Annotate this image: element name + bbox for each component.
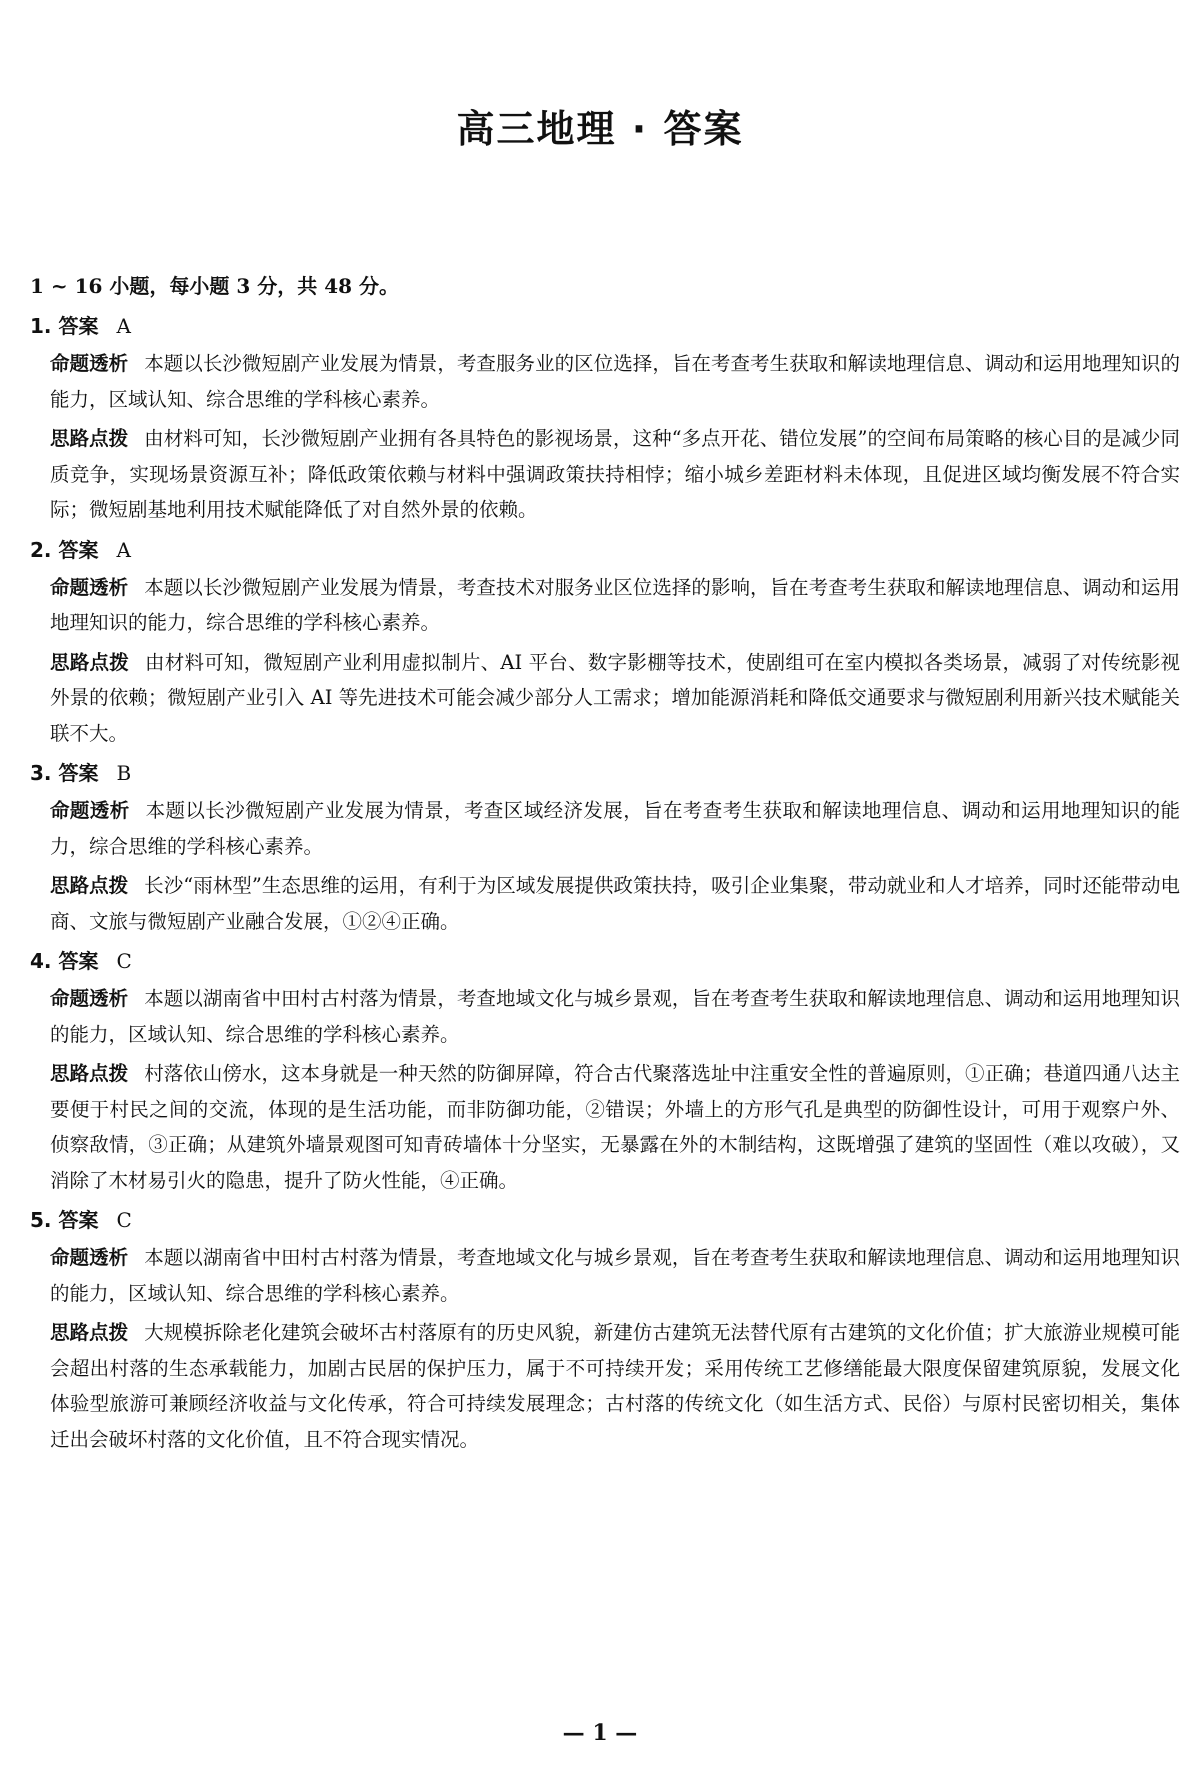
mingti-text: 本题以长沙微短剧产业发展为情景，考查技术对服务业区位选择的影响，旨在考查考生获取和解读地理信息、调动和运用地理知识的能力，综合思维的学科核心素养。 bbox=[50, 575, 1180, 634]
question-header bbox=[30, 532, 1180, 568]
silu-text: 长沙“雨林型”生态思维的运用，有利于为区域发展提供政策扶持，吸引企业集聚，带动就业和人才培养，同时还能带动电商、文旅与微短剧产业融合发展，①②④正确。 bbox=[50, 874, 1180, 933]
silu-paragraph bbox=[50, 421, 1180, 528]
mingti-tag: 命题透析 bbox=[50, 799, 130, 822]
silu-text: 由材料可知，微短剧产业利用虚拟制片、AI 平台、数字影棚等技术，使剧组可在室内模拟各类场景，减弱了对传统影视外景的依赖；微短剧产业引入 AI 等先进技术可能会减少部分人工需求；增加能源消耗和降低交通要求与微短剧利用新兴技术赋能关联不大。 bbox=[50, 650, 1180, 745]
mingti-tag: 命题透析 bbox=[50, 987, 129, 1010]
mingti-tag: 命题透析 bbox=[50, 352, 129, 375]
silu-paragraph bbox=[50, 1056, 1180, 1198]
question-header bbox=[30, 308, 1180, 344]
mingti-tag: 命题透析 bbox=[50, 1246, 129, 1269]
question-label: 3. 答案 bbox=[30, 761, 99, 785]
page-number: — 1 — bbox=[562, 1720, 638, 1746]
mingti-paragraph bbox=[50, 570, 1180, 641]
answer-value: A bbox=[116, 314, 131, 338]
silu-tag: 思路点拨 bbox=[50, 874, 129, 897]
mingti-paragraph bbox=[50, 981, 1180, 1052]
mingti-text: 本题以长沙微短剧产业发展为情景，考查区域经济发展，旨在考查考生获取和解读地理信息、调动和运用地理知识的能力，综合思维的学科核心素养。 bbox=[50, 799, 1180, 858]
answer-content bbox=[30, 268, 1180, 1461]
question-5 bbox=[30, 1202, 1180, 1457]
question-label: 5. 答案 bbox=[30, 1208, 99, 1232]
silu-tag: 思路点拨 bbox=[50, 427, 129, 450]
question-4 bbox=[30, 943, 1180, 1198]
question-label: 2. 答案 bbox=[30, 537, 99, 562]
answer-value: C bbox=[116, 1208, 132, 1232]
question-1 bbox=[30, 308, 1180, 528]
silu-text: 大规模拆除老化建筑会破坏古村落原有的历史风貌，新建仿古建筑无法替代原有古建筑的文化价值；扩大旅游业规模可能会超出村落的生态承载能力，加剧古民居的保护压力，属于不可持续开发；采用传统工艺修缮能最大限度保留建筑原貌，发展文化体验型旅游可兼顾经济收益与文化传承，符合可持续发展理念；古村落的传统文化（如生活方式、民俗）与原村民密切相关，集体迁出会破坏村落的文化价值，且不符合现实情况。 bbox=[50, 1321, 1180, 1451]
mingti-tag: 命题透析 bbox=[50, 575, 129, 599]
mingti-paragraph bbox=[50, 793, 1180, 864]
silu-text: 由材料可知，长沙微短剧产业拥有各具特色的影视场景，这种“多点开花、错位发展”的空间布局策略的核心目的是减少同质竞争，实现场景资源互补；降低政策依赖与材料中强调政策扶持相悖；缩小城乡差距材料未体现，且促进区域均衡发展不符合实际；微短剧基地利用技术赋能降低了对自然外景的依赖。 bbox=[50, 427, 1180, 521]
answer-value: B bbox=[116, 761, 132, 785]
answer-value: A bbox=[116, 537, 131, 562]
mingti-text: 本题以湖南省中田村古村落为情景，考查地域文化与城乡景观，旨在考查考生获取和解读地理信息、调动和运用地理知识的能力，区域认知、综合思维的学科核心素养。 bbox=[50, 1246, 1180, 1305]
question-label: 1. 答案 bbox=[30, 314, 99, 338]
question-header bbox=[30, 1202, 1180, 1238]
silu-tag: 思路点拨 bbox=[50, 1321, 129, 1344]
silu-text: 村落依山傍水，这本身就是一种天然的防御屏障，符合古代聚落选址中注重安全性的普遍原则，①正确；巷道四通八达主要便于村民之间的交流，体现的是生活功能，而非防御功能，②错误；外墙上的方形气孔是典型的防御性设计，可用于观察户外、侦察敌情，③正确；从建筑外墙景观图可知青砖墙体十分坚实，无暴露在外的木制结构，这既增强了建筑的坚固性（难以攻破），又消除了木材易引火的隐患，提升了防火性能，④正确。 bbox=[50, 1062, 1180, 1192]
mingti-paragraph bbox=[50, 1240, 1180, 1311]
silu-paragraph bbox=[50, 645, 1180, 752]
answer-value: C bbox=[116, 949, 132, 973]
mingti-paragraph bbox=[50, 346, 1180, 417]
silu-tag: 思路点拨 bbox=[50, 650, 129, 674]
question-3 bbox=[30, 755, 1180, 939]
section-intro: 1 ~ 16 小题，每小题 3 分，共 48 分。 bbox=[30, 274, 399, 298]
silu-paragraph bbox=[50, 1315, 1180, 1457]
silu-tag: 思路点拨 bbox=[50, 1062, 129, 1085]
question-2 bbox=[30, 532, 1180, 752]
silu-paragraph bbox=[50, 868, 1180, 939]
question-header bbox=[30, 755, 1180, 791]
question-header bbox=[30, 943, 1180, 979]
question-label: 4. 答案 bbox=[30, 949, 99, 973]
mingti-text: 本题以湖南省中田村古村落为情景，考查地域文化与城乡景观，旨在考查考生获取和解读地理信息、调动和运用地理知识的能力，区域认知、综合思维的学科核心素养。 bbox=[50, 987, 1180, 1046]
page-title: 高三地理 · 答案 bbox=[456, 107, 744, 151]
mingti-text: 本题以长沙微短剧产业发展为情景，考查服务业的区位选择，旨在考查考生获取和解读地理信息、调动和运用地理知识的能力，区域认知、综合思维的学科核心素养。 bbox=[50, 352, 1180, 411]
